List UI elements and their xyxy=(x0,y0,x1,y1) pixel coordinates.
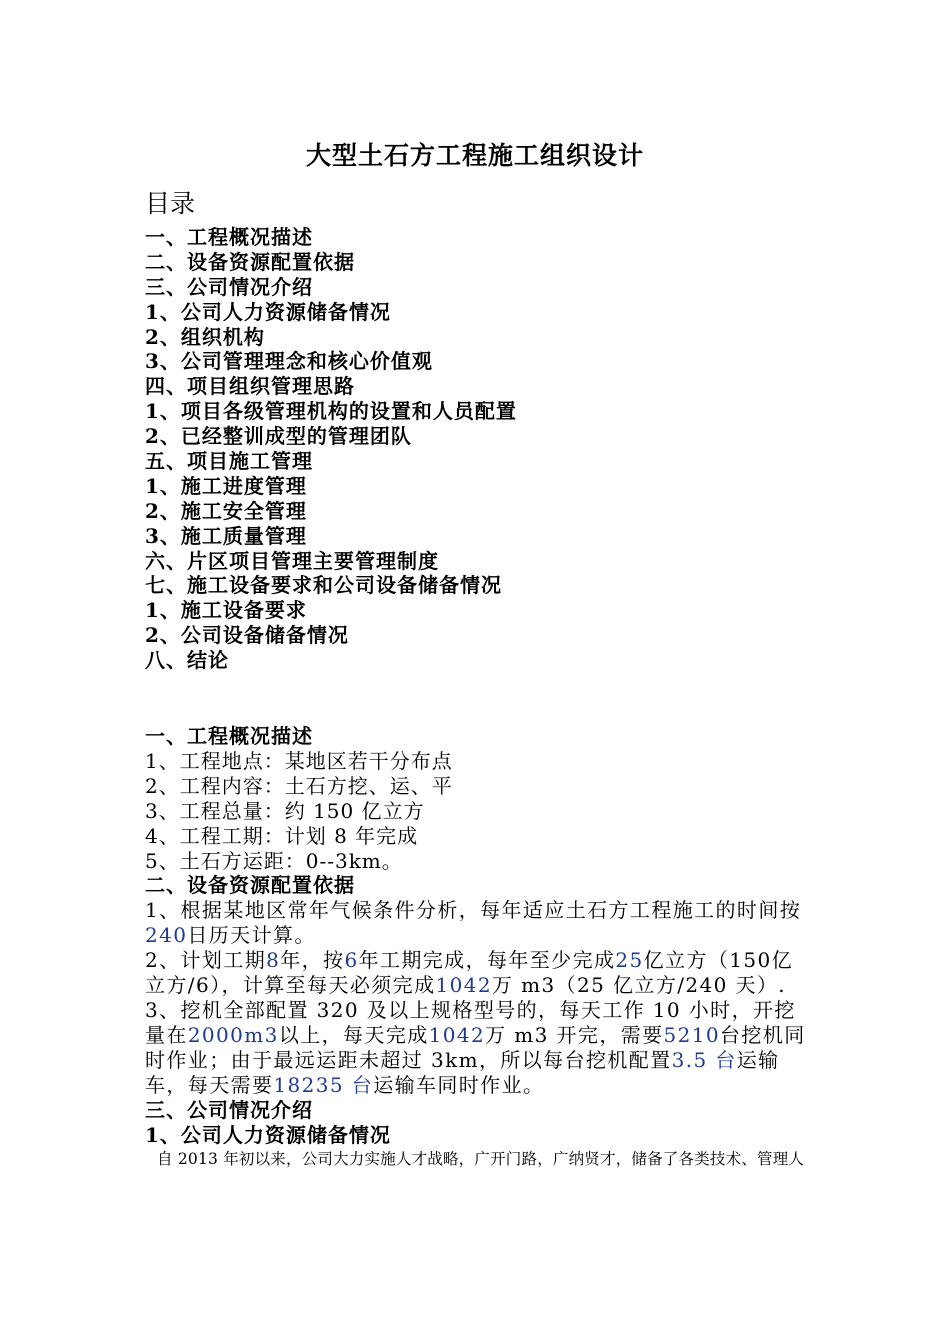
number-value: 1042 xyxy=(435,973,492,998)
toc-item: 六、片区项目管理主要管理制度 xyxy=(145,548,439,573)
document-body xyxy=(145,724,810,1171)
number-value: 240 xyxy=(145,923,188,948)
text-run: 台挖机同时作业；由于最远运距未超过 3km，所以每台挖机配置 xyxy=(145,1022,806,1072)
toc-item: 3、施工质量管理 xyxy=(145,523,307,548)
section-line: 2、工程内容：土石方挖、运、平 xyxy=(145,773,453,798)
toc-item: 1、项目各级管理机构的设置和人员配置 xyxy=(145,399,517,424)
paragraph: 自 2013 年初以来，公司大力实施人才战略，广开门路，广纳贤才，储备了各类技术、管理人 xyxy=(157,1150,805,1169)
section-line: 1、工程地点：某地区若干分布点 xyxy=(145,748,453,773)
text-run: 1、根据某地区常年气候条件分析，每年适应土石方工程施工的时间按 xyxy=(145,898,802,923)
toc-item: 3、公司管理理念和核心价值观 xyxy=(145,349,433,374)
toc-item: 一、工程概况描述 xyxy=(145,225,313,249)
text-run: 万 m3 开完，需要 xyxy=(485,1022,664,1047)
number-value: 3.5 台 xyxy=(671,1047,737,1072)
paragraph xyxy=(145,998,810,1098)
section-heading: 三、公司情况介绍 xyxy=(145,1097,313,1122)
toc-item: 2、已经整训成型的管理团队 xyxy=(145,424,412,449)
paragraph xyxy=(145,898,810,948)
toc-item: 八、结论 xyxy=(145,648,229,673)
toc-item: 1、施工进度管理 xyxy=(145,473,307,498)
number-value: 18235 台 xyxy=(273,1072,374,1097)
toc-item: 三、公司情况介绍 xyxy=(145,274,313,299)
text-run: 运输车同时作业。 xyxy=(373,1072,545,1097)
text-run: 以上，每天完成 xyxy=(278,1022,429,1047)
subsection-heading: 1、公司人力资源储备情况 xyxy=(145,1122,391,1147)
toc-item: 2、施工安全管理 xyxy=(145,498,307,523)
number-value: 2000m3 xyxy=(187,1022,279,1047)
section-line: 3、工程总量：约 150 亿立方 xyxy=(145,798,425,823)
text-run: 3、挖机全部配置 320 及以上规格型号的，每天工作 10 小时，开挖量在 xyxy=(145,997,796,1047)
toc-item: 四、项目组织管理思路 xyxy=(145,374,355,399)
number-value: 25 xyxy=(615,948,644,973)
text-run: 运输车，每天需要 xyxy=(145,1047,780,1097)
toc-item: 1、公司人力资源储备情况 xyxy=(145,299,391,324)
table-of-contents xyxy=(145,225,517,673)
section-line: 5、土石方运距：0--3km。 xyxy=(145,848,403,873)
toc-item: 五、项目施工管理 xyxy=(145,449,313,474)
text-run: 年，按 xyxy=(280,948,345,973)
toc-heading: 目录 xyxy=(145,189,196,218)
toc-item: 1、施工设备要求 xyxy=(145,598,307,623)
text-run: 2、计划工期 xyxy=(145,948,267,973)
toc-item: 七、施工设备要求和公司设备储备情况 xyxy=(145,573,502,598)
toc-item: 2、组织机构 xyxy=(145,324,265,349)
text-run: 万 m3（25 亿立方/240 天）. xyxy=(491,973,787,998)
section-line: 4、工程工期：计划 8 年完成 xyxy=(145,823,419,848)
toc-item: 二、设备资源配置依据 xyxy=(145,249,355,274)
section-heading: 二、设备资源配置依据 xyxy=(145,873,355,898)
number-value: 6 xyxy=(344,948,359,973)
paragraph xyxy=(145,948,810,998)
page-title: 大型土石方工程施工组织设计 xyxy=(305,141,644,170)
number-value: 8 xyxy=(266,948,281,973)
number-value: 1042 xyxy=(428,1022,486,1047)
toc-item: 2、公司设备储备情况 xyxy=(145,623,349,648)
section-heading: 一、工程概况描述 xyxy=(145,724,313,748)
number-value: 5210 xyxy=(663,1022,721,1047)
text-run: 日历天计算。 xyxy=(187,923,316,948)
text-run: 亿立方（150亿立方/6），计算至每天必须完成 xyxy=(145,948,794,998)
text-run: 年工期完成，每年至少完成 xyxy=(358,948,616,973)
